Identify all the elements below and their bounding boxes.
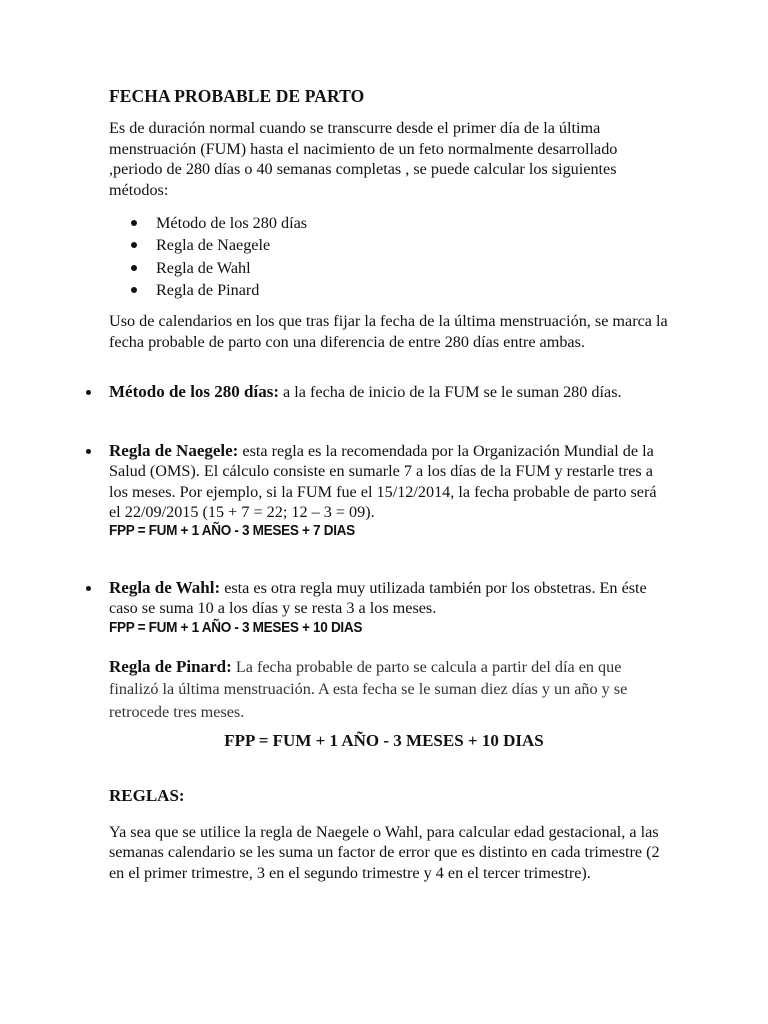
list-item: Regla de Pinard xyxy=(131,279,307,301)
item-lead: Regla de Naegele: xyxy=(109,441,239,460)
document-title: FECHA PROBABLE DE PARTO xyxy=(109,86,365,106)
intro-paragraph: Es de duración normal cuando se transcurre desde el primer día de la última menstruación (FUM) hasta el nacimiento de un feto normalmente desarrollado ,periodo de 280 días o 40 semanas completas , se puede calcular los siguientes métodos: xyxy=(109,119,618,199)
methods-list xyxy=(131,212,307,302)
bullet-icon xyxy=(86,390,91,395)
list-item: Método de los 280 días xyxy=(131,212,307,234)
pinard-text: La fecha probable de parto se calcula a partir del día en que finalizó la última menstruación. A esta fecha se le suman diez días y un año y se retrocede tres meses. xyxy=(109,658,628,721)
bullet-icon xyxy=(86,449,91,454)
calendars-paragraph: Uso de calendarios en los que tras fijar la fecha de la última menstruación, se marca la fecha probable de parto con una diferencia de entre 280 días entre ambas. xyxy=(109,312,668,351)
bullet-icon xyxy=(86,586,91,591)
method-280-item xyxy=(109,382,669,402)
item-text: esta regla es la recomendada por la Organización Mundial de la Salud (OMS). El cálculo consiste en sumarle 7 a los días de la FUM y restarle tres a los meses. Por ejemplo, si la FUM fue el 15/12/2014, la fecha probable de parto será el 22/09/2015 (15 + 7 = 22; 12 – 3 = 09). xyxy=(109,442,657,521)
pinard-paragraph xyxy=(109,656,669,723)
naegele-item xyxy=(109,441,669,541)
item-lead: Método de los 280 días: xyxy=(109,382,279,401)
wahl-item xyxy=(109,578,669,638)
item-lead: Regla de Wahl: xyxy=(109,578,221,597)
list-item: Regla de Naegele xyxy=(131,234,307,256)
reglas-heading: REGLAS: xyxy=(109,786,185,805)
pinard-lead: Regla de Pinard: xyxy=(109,657,232,676)
pinard-formula: FPP = FUM + 1 AÑO - 3 MESES + 10 DIAS xyxy=(224,731,544,750)
reglas-paragraph: Ya sea que se utilice la regla de Naegele o Wahl, para calcular edad gestacional, a las semanas calendario se les suma un factor de error que es distinto en cada trimestre (2 en el primer trimestre, 3 en el segundo trimestre y 4 en el tercer trimestre). xyxy=(109,823,660,882)
item-text: esta es otra regla muy utilizada también por los obstetras. En éste caso se suma 10 a los días y se resta 3 a los meses. xyxy=(109,579,647,618)
wahl-formula: FPP = FUM + 1 AÑO - 3 MESES + 10 DIAS xyxy=(109,619,363,636)
item-text: a la fecha de inicio de la FUM se le suman 280 días. xyxy=(279,383,622,401)
naegele-formula: FPP = FUM + 1 AÑO - 3 MESES + 7 DIAS xyxy=(109,523,355,540)
list-item: Regla de Wahl xyxy=(131,257,307,279)
